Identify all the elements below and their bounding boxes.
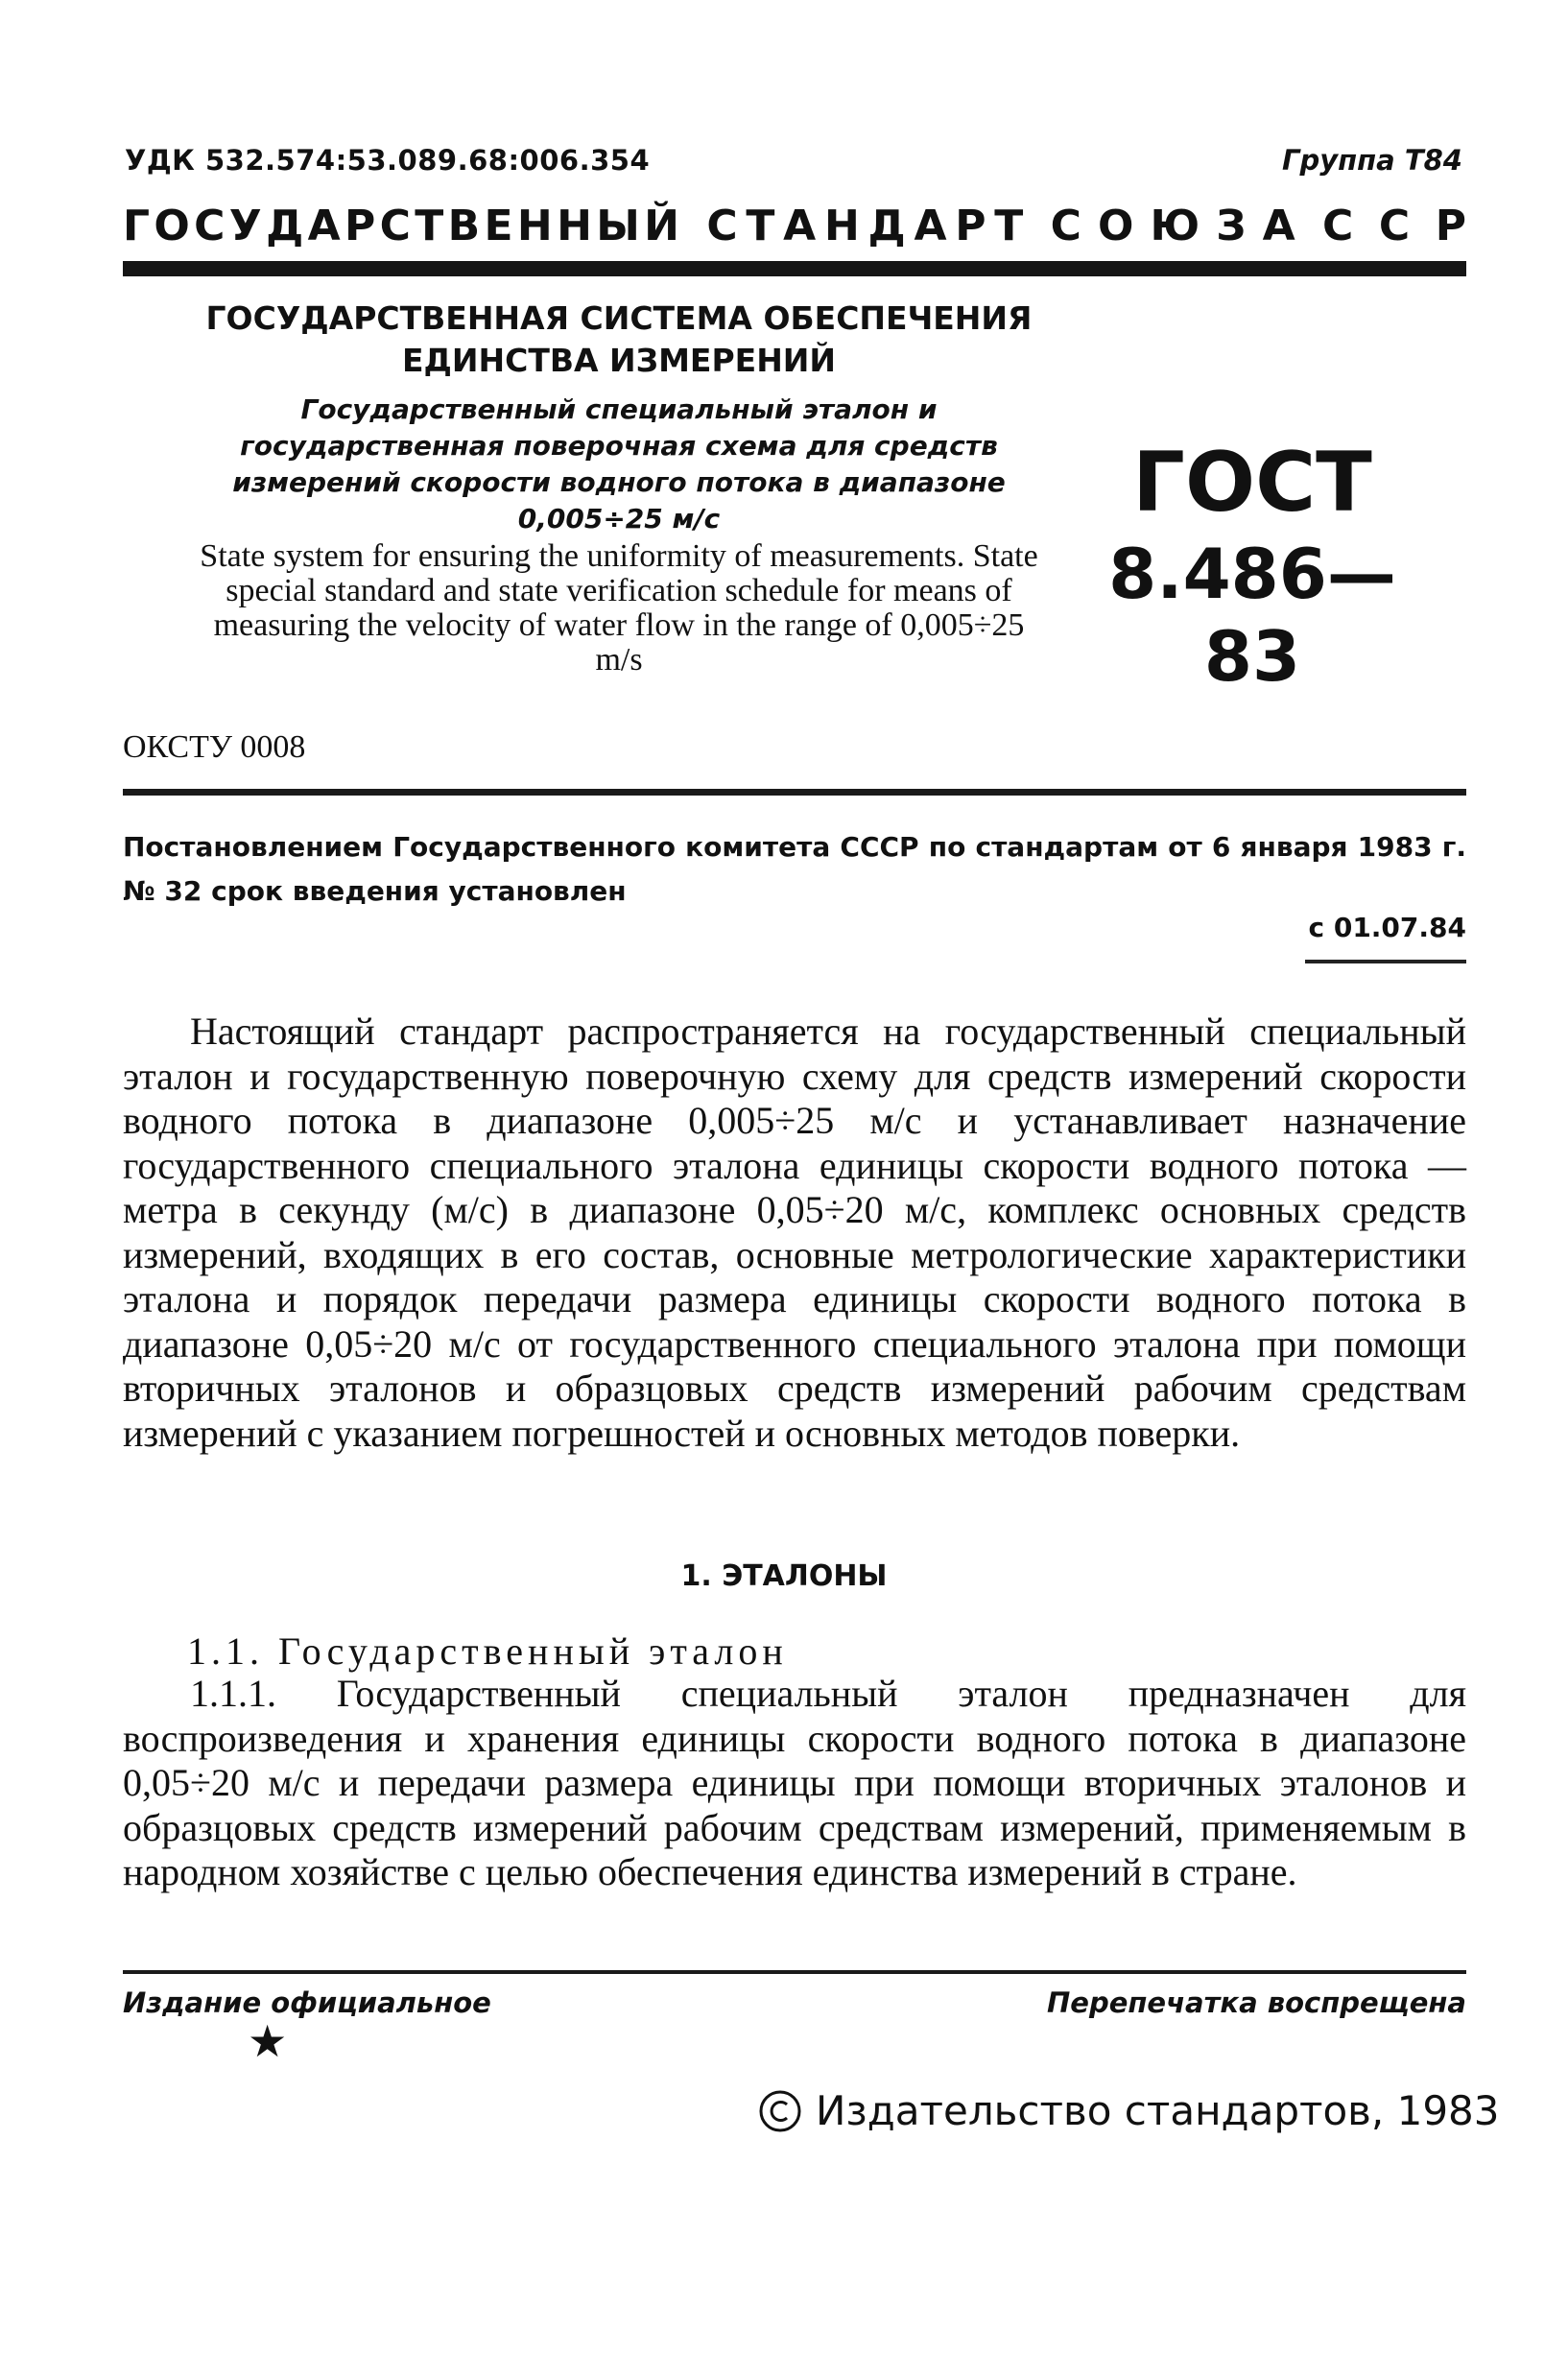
edition-note: Издание официальное — [123, 1986, 491, 2019]
group-code: Группа Т84 — [1281, 144, 1462, 177]
footer-divider — [123, 1970, 1466, 1974]
section-heading: 1. ЭТАЛОНЫ — [680, 1559, 888, 1593]
publisher-line — [758, 2087, 1499, 2134]
heading-word-2: С Т А Н Д А Р Т — [706, 202, 1024, 250]
udk-code: УДК 532.574:53.089.68:006.354 — [125, 144, 651, 177]
clause-heading: 1.1. Государственный эталон — [187, 1629, 788, 1673]
heading-word-1: Г О С У Д А Р С Т В Е Н Н Ы Й — [123, 202, 679, 250]
title-en: State system for ensuring the uniformity of measurements. State special standard and state verification schedule for means of measuring the velocity of water flow in the range of 0,005÷25 m/s — [200, 538, 1038, 678]
date-underline — [1305, 960, 1466, 963]
heading-word-3: С О Ю З А — [1050, 202, 1295, 250]
system-title: ГОСУДАРСТВЕННАЯ СИСТЕМА ОБЕСПЕЧЕНИЯ ЕДИНСТВА ИЗМЕРЕНИЙ — [205, 299, 1033, 379]
decree-text: Постановлением Государственного комитета СССР по стандартам от 6 января 1983 г. № 32 срок введения установлен — [123, 831, 1466, 907]
clause-paragraph: 1.1.1. Государственный специальный эталон предназначен для воспроизведения и хранения единицы скорости водного потока в диапазоне 0,05÷20 м/с и передачи размера единицы при помощи вторичных эталонов и образцовых средств измерений рабочим средствам измерений, применяемым в народном хозяйстве с целью обеспечения единства измерений в стране. — [123, 1672, 1466, 1893]
gost-label: ГОСТ — [1132, 435, 1372, 531]
subtitle-ru: Государственный специальный эталон и государственная поверочная схема для средств измерений скорости водного потока в диапазоне 0,005÷25 м/с — [232, 393, 1006, 535]
gost-number: 8.486—83 — [1108, 534, 1396, 697]
star-mark: ★ — [248, 2017, 288, 2066]
copyright-icon — [758, 2089, 802, 2133]
introduction-date: с 01.07.84 — [1308, 912, 1466, 943]
heading-divider — [123, 261, 1466, 276]
title-divider — [123, 789, 1466, 796]
publisher-text: Издательство стандартов, 1983 — [816, 2087, 1500, 2134]
state-standard-heading — [123, 202, 1466, 250]
intro-paragraph: Настоящий стандарт распространяется на государственный специальный эталон и государственную поверочную схему для средств измерений скорости водного потока в диапазоне 0,005÷25 м/с и устанавливает назначение государственного специального эталона единицы скорости водного потока — метра в секунду (м/с) в диапазоне 0,05÷20 м/с, комплекс основных средств измерений, входящих в его состав, основные метрологические характеристики эталона и порядок передачи размера единицы скорости водного потока в диапазоне 0,05÷20 м/с от государственного специального эталона при помощи вторичных эталонов и образцовых средств измерений рабочим средствам измерений с указанием погрешностей и основных методов поверки. — [123, 1010, 1466, 1455]
oksty-code: ОКСТУ 0008 — [123, 729, 306, 765]
heading-word-4: С С Р — [1321, 202, 1466, 250]
reprint-note: Перепечатка воспрещена — [1047, 1986, 1466, 2019]
